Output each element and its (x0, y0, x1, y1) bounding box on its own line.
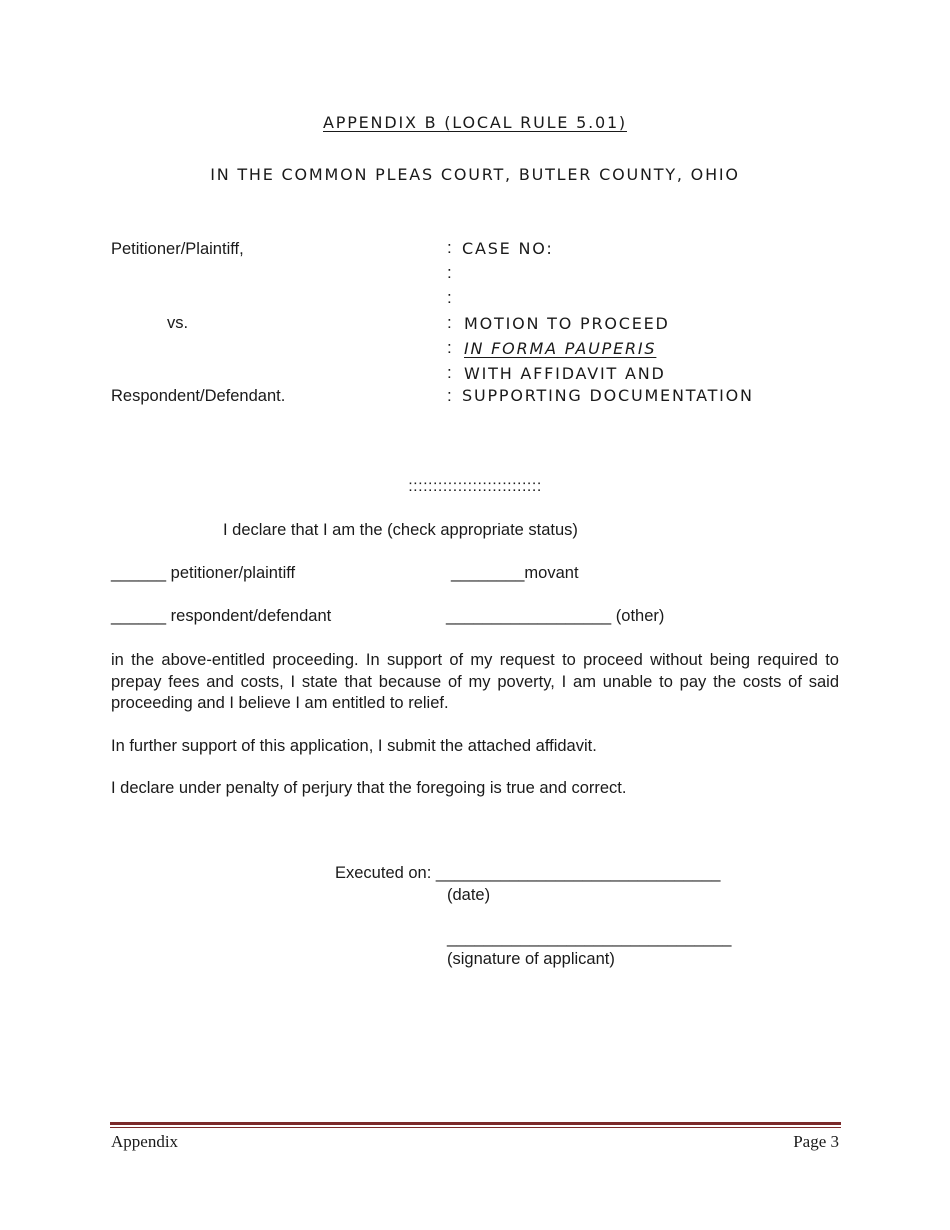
option-respondent (111, 607, 331, 626)
support-paragraph: in the above-entitled proceeding. In support of my request to proceed without being required to prepay fees and costs, I state that because of my poverty, I am unable to pay the costs of said proceeding and I believe I am entitled to relief. (111, 651, 839, 712)
other-option-label: (other) (615, 607, 665, 625)
caption-colon: : (447, 313, 452, 332)
executed-on-line[interactable]: _______________________________ (435, 864, 721, 882)
motion-title-line1: MOTION TO PROCEED (464, 314, 670, 333)
separator: ::::::::::::::::::::::::::: (408, 478, 542, 495)
other-blank[interactable]: __________________ (446, 607, 612, 625)
perjury-paragraph: I declare under penalty of perjury that the foregoing is true and correct. (111, 779, 627, 797)
respondent-label: Respondent/Defendant. (111, 387, 286, 405)
motion-title-line3: WITH AFFIDAVIT AND (464, 364, 666, 383)
footer-rule-thin (110, 1127, 841, 1128)
petitioner-option-label: petitioner/plaintiff (170, 564, 296, 582)
respondent-option-label: respondent/defendant (170, 607, 332, 625)
footer-left: Appendix (111, 1132, 179, 1151)
motion-title-line2 (464, 339, 656, 358)
caption-colon: : (447, 338, 452, 357)
respondent-blank[interactable]: ______ (111, 607, 167, 625)
executed-on-row (335, 864, 720, 883)
signature-line[interactable]: _______________________________ (447, 929, 732, 947)
case-no-label: CASE NO: (462, 239, 554, 258)
appendix-heading-text: APPENDIX B (LOCAL RULE 5.01) (323, 113, 627, 132)
affidavit-paragraph: In further support of this application, I submit the attached affidavit. (111, 737, 597, 755)
vs-label: vs. (167, 314, 189, 332)
movant-option-label: movant (524, 564, 579, 582)
in-forma-pauperis: IN FORMA PAUPERIS (464, 339, 657, 358)
caption-colon: : (447, 288, 452, 307)
executed-on-label: Executed on: (335, 864, 432, 882)
page-number: Page 3 (793, 1132, 839, 1151)
movant-blank[interactable]: ________ (451, 564, 525, 582)
option-other (446, 607, 664, 626)
motion-title-line4: SUPPORTING DOCUMENTATION (462, 386, 754, 405)
caption-colon: : (447, 263, 452, 282)
petitioner-label: Petitioner/Plaintiff, (111, 240, 244, 258)
court-heading: IN THE COMMON PLEAS COURT, BUTLER COUNTY, OHIO (210, 165, 740, 184)
option-movant (451, 564, 579, 583)
option-petitioner (111, 564, 295, 583)
caption-colon: : (447, 386, 452, 405)
footer-rule-thick (110, 1122, 841, 1125)
appendix-heading (0, 113, 950, 132)
petitioner-blank[interactable]: ______ (111, 564, 167, 582)
caption-colon: : (447, 238, 452, 257)
signature-caption: (signature of applicant) (447, 950, 615, 968)
declaration-intro: I declare that I am the (check appropriate status) (223, 521, 578, 539)
caption-colon: : (447, 363, 452, 382)
date-caption: (date) (447, 886, 491, 904)
